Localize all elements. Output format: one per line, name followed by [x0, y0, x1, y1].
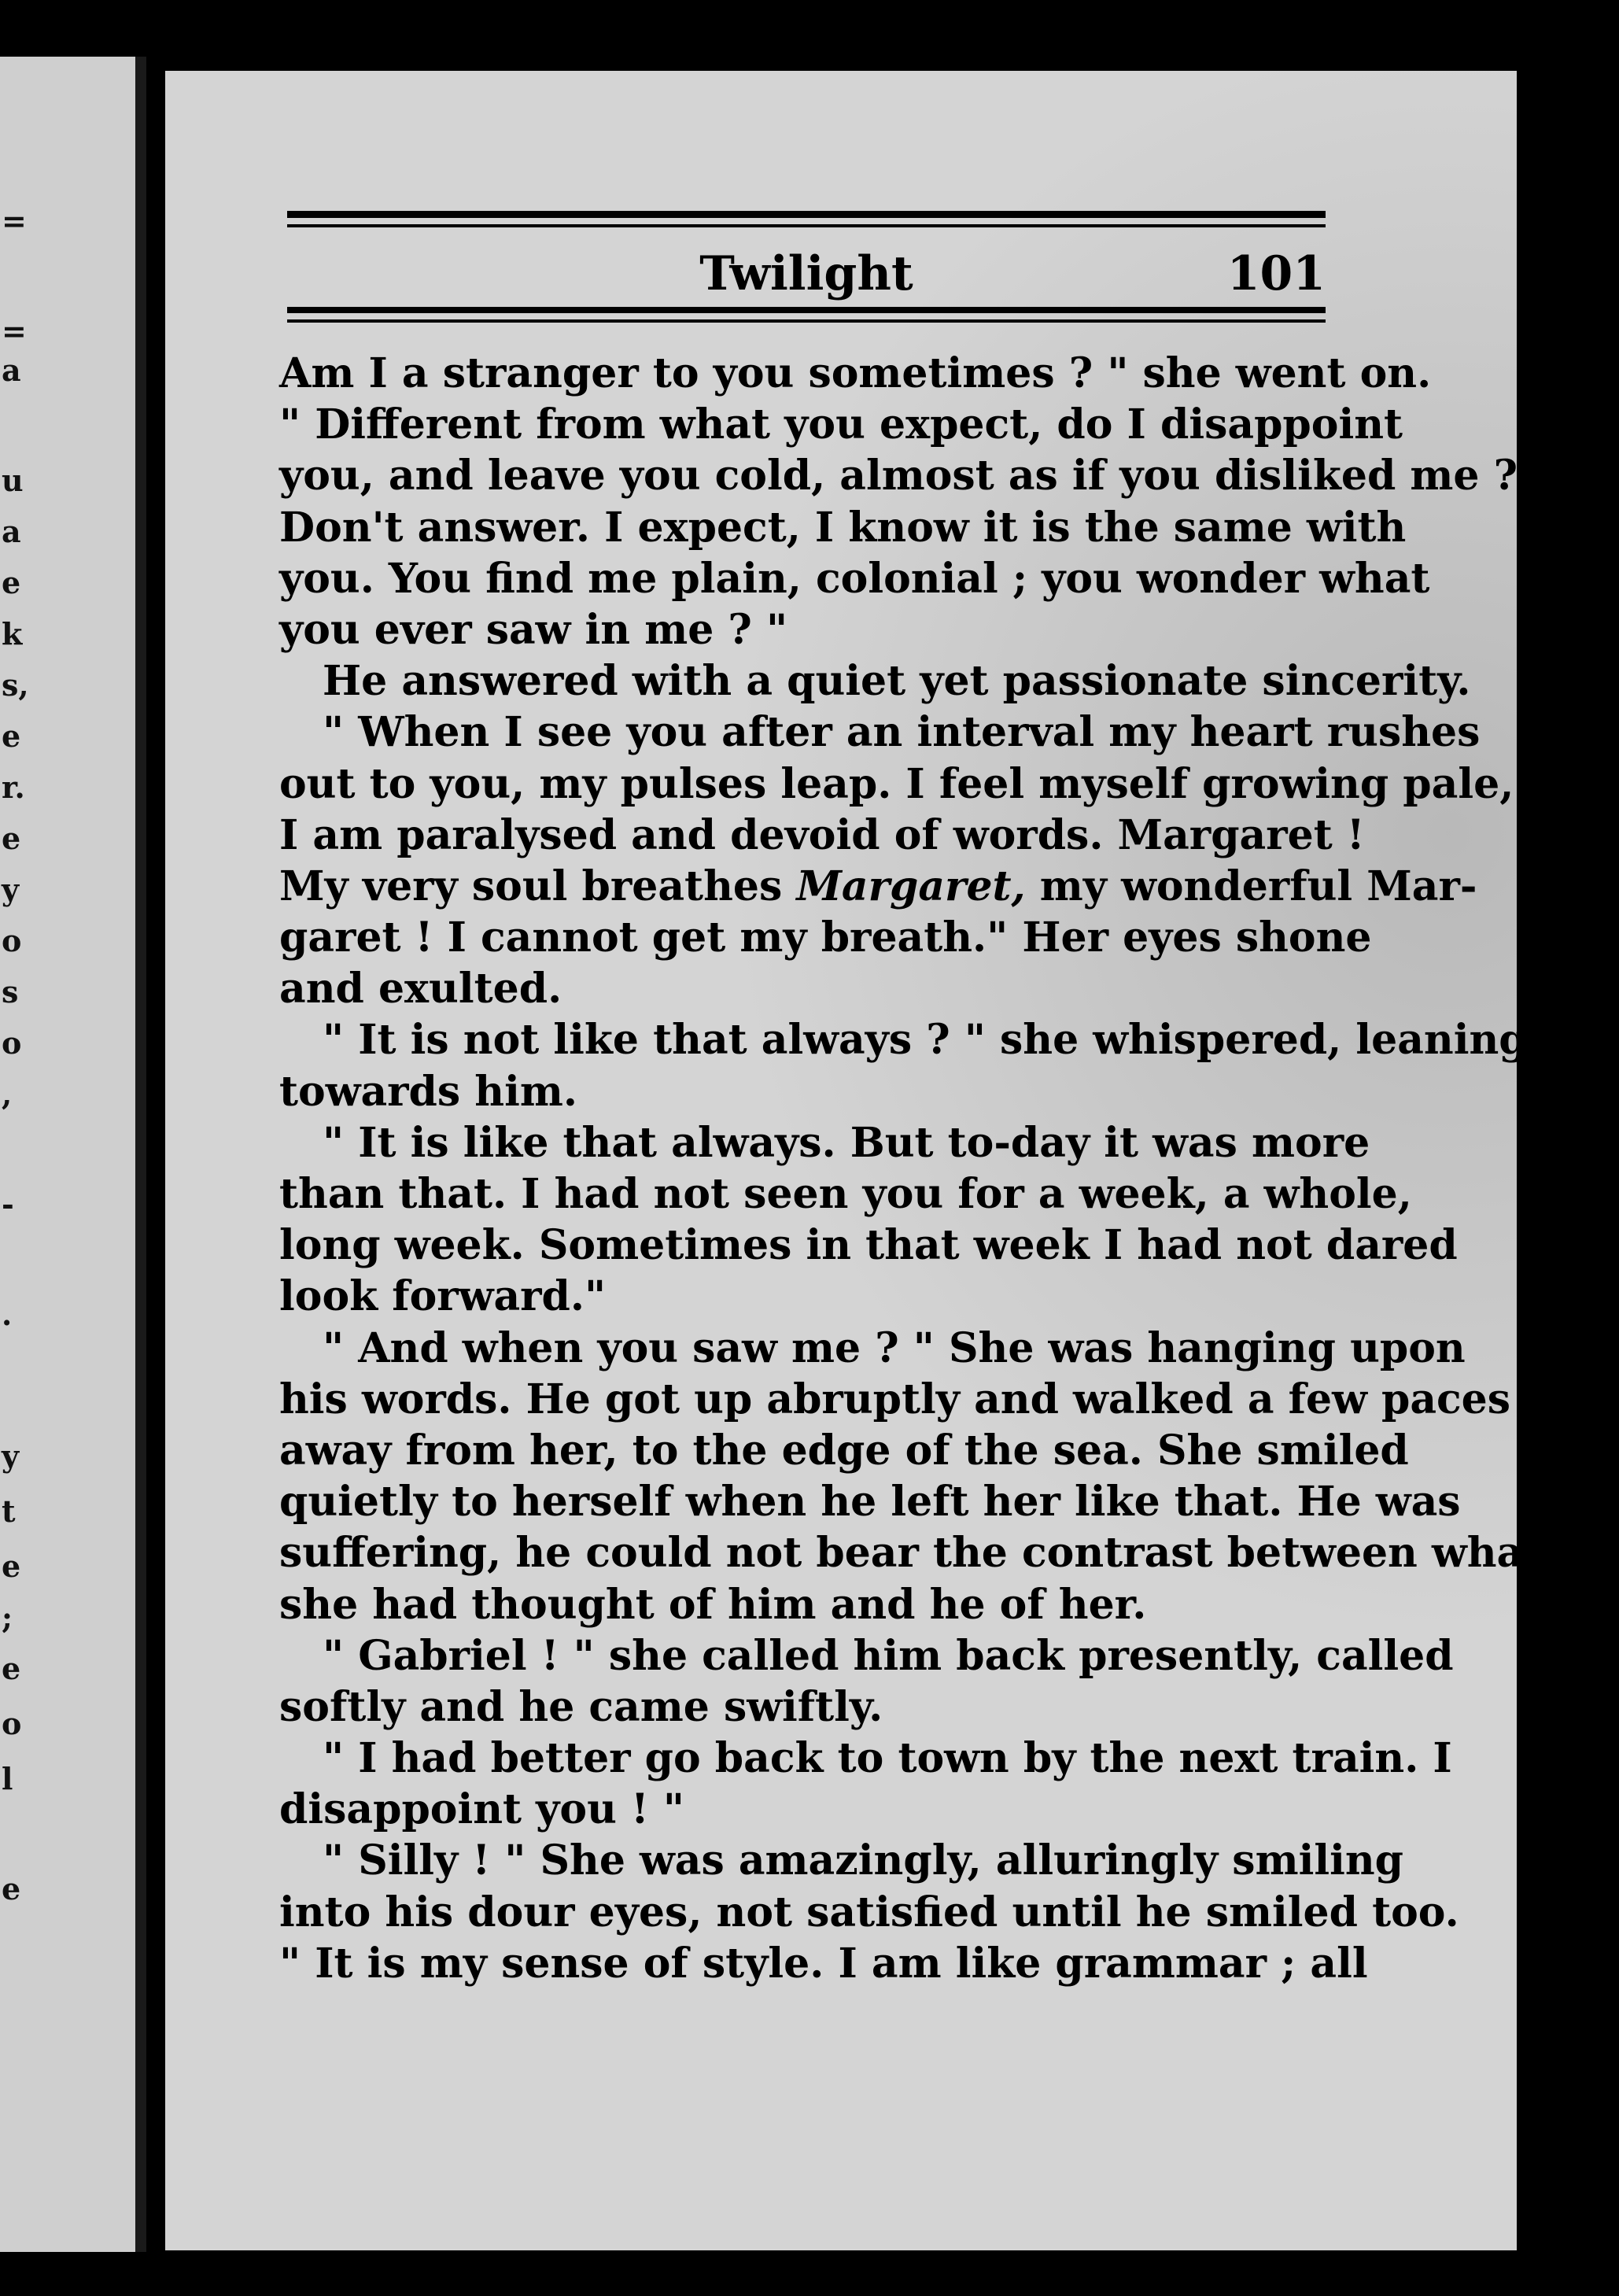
text-line: into his dour eyes, not satisfied until he smiled too. [279, 1888, 1459, 1936]
previous-page-fragment: - [2, 1187, 14, 1222]
text-line: " When I see you after an interval my heart rushes [323, 708, 1481, 757]
text-line: look forward." [279, 1272, 607, 1321]
previous-page-fragment: a [2, 353, 21, 388]
previous-page-fragment: o [2, 923, 22, 958]
header-rule-thick-lower [287, 307, 1326, 313]
text-line: " It is like that always. But to-day it was more [323, 1118, 1370, 1167]
previous-page-fragment: e [2, 821, 21, 856]
previous-page-fragment: y [2, 872, 20, 907]
text-line: out to you, my pulses leap. I feel myself growing pale, [279, 759, 1514, 808]
text-segment: my wonderful Mar- [1025, 862, 1477, 910]
previous-page-fragment: t [2, 1493, 16, 1529]
previous-page-fragment: r. [2, 770, 25, 805]
text-line: softly and he came swiftly. [279, 1682, 883, 1731]
text-line: you, and leave you cold, almost as if you disliked me ? [279, 452, 1518, 500]
body-text [279, 348, 1543, 1989]
previous-page-fragment: . [2, 1297, 13, 1332]
previous-page-fragment: e [2, 1651, 21, 1686]
text-line: I am paralysed and devoid of words. Margaret ! [279, 810, 1365, 859]
previous-page-fragment: y [2, 1438, 20, 1474]
previous-page-text-fragments [0, 57, 31, 2252]
text-line: away from her, to the edge of the sea. She smiled [279, 1426, 1409, 1475]
previous-page-fragment: , [2, 1076, 13, 1112]
previous-page-fragment: u [2, 463, 24, 498]
text-line: " I had better go back to town by the next train. I [323, 1734, 1452, 1783]
previous-page-fragment: k [2, 616, 23, 652]
text-line: garet ! I cannot get my breath." Her eyes shone [279, 914, 1372, 962]
text-line: you ever saw in me ? " [279, 605, 788, 654]
previous-page-fragment: l [2, 1761, 13, 1796]
text-line: " It is not like that always ? " she whispered, leaning [323, 1016, 1528, 1065]
text-line: she had thought of him and he of her. [279, 1580, 1147, 1629]
text-line: " And when you saw me ? " She was hanging upon [323, 1323, 1466, 1372]
text-line: Am I a stranger to you sometimes ? " she went on. [279, 349, 1432, 397]
previous-page-fragment: s, [2, 667, 29, 703]
previous-page-fragment: e [2, 1549, 21, 1584]
text-line: He answered with a quiet yet passionate sincerity. [323, 657, 1471, 706]
page-gutter [135, 57, 146, 2252]
previous-page-fragment: o [2, 1706, 22, 1741]
text-line: towards him. [279, 1067, 577, 1116]
text-line: and exulted. [279, 965, 562, 1013]
book-page [165, 71, 1543, 2250]
previous-page-fragment: a [2, 514, 21, 549]
previous-page-edge [0, 57, 146, 2252]
text-line: his words. He got up abruptly and walked a few paces [279, 1375, 1511, 1423]
running-head [287, 248, 1326, 300]
text-segment: My very soul breathes [279, 862, 797, 910]
text-line: than that. I had not seen you for a week, a whole, [279, 1170, 1412, 1218]
text-line [279, 861, 1477, 912]
text-line: " It is my sense of style. I am like grammar ; all [279, 1939, 1368, 1988]
text-line: you. You find me plain, colonial ; you wonder what [279, 554, 1430, 603]
previous-page-fragment: s [2, 974, 19, 1010]
previous-page-fragment: = [2, 313, 27, 349]
header-rule-thin [287, 224, 1326, 227]
italic-name: Margaret, [796, 862, 1026, 910]
text-line: disappoint you ! " [279, 1785, 684, 1834]
text-line: " Gabriel ! " she called him back presently, called [323, 1631, 1454, 1680]
header-rule-thin-lower [287, 319, 1326, 323]
previous-page-fragment: e [2, 718, 21, 754]
previous-page-fragment: = [2, 203, 27, 238]
header-rule-thick [287, 211, 1326, 218]
text-line: " Silly ! " She was amazingly, alluringly smiling [323, 1836, 1404, 1885]
previous-page-fragment: o [2, 1025, 22, 1061]
previous-page-fragment: e [2, 565, 21, 600]
page-number: 101 [1226, 246, 1326, 301]
text-line: long week. Sometimes in that week I had not dared [279, 1221, 1458, 1270]
chapter-title: Twilight [699, 246, 913, 301]
text-line: Don't answer. I expect, I know it is the same with [279, 503, 1407, 552]
text-line: " Different from what you expect, do I disappoint [279, 401, 1403, 449]
text-line: suffering, he could not bear the contrast between what [279, 1529, 1543, 1578]
previous-page-fragment: ; [2, 1600, 13, 1635]
previous-page-fragment: e [2, 1871, 21, 1907]
text-line: quietly to herself when he left her like that. He was [279, 1478, 1461, 1526]
